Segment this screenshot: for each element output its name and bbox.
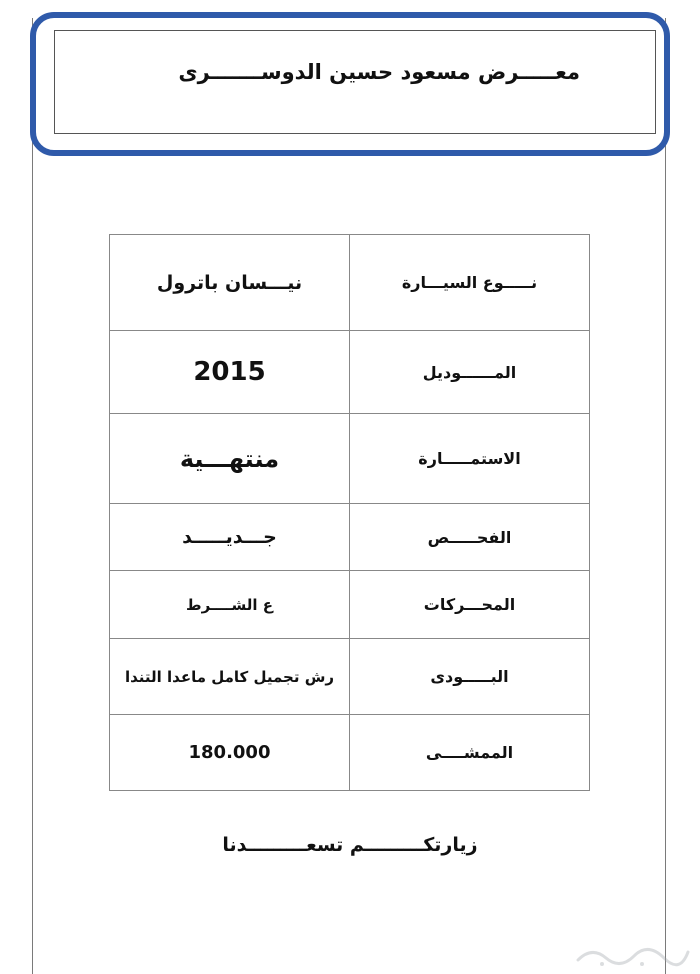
car-specs-table (109, 234, 590, 791)
value-body: رش تجميل كامل ماعدا التندا (110, 639, 350, 715)
table-row (110, 504, 590, 571)
label-engines: المحـــركات (350, 571, 590, 639)
showroom-title: معـــــرض مسعود حسين الدوســـــــرى (178, 60, 580, 84)
value-model: 2015 (110, 331, 350, 414)
label-mileage: الممشــــى (350, 715, 590, 791)
table-row (110, 715, 590, 791)
site-watermark-logo (572, 942, 692, 968)
label-car-type: نـــــوع السيـــارة (350, 235, 590, 331)
value-engines: ع الشــــرط (110, 571, 350, 639)
table-row (110, 235, 590, 331)
value-inspection: جـــديـــــد (110, 504, 350, 571)
value-registration: منتهـــية (110, 414, 350, 504)
label-inspection: الفحـــــص (350, 504, 590, 571)
value-car-type: نيـــسان باترول (110, 235, 350, 331)
value-mileage: 180.000 (110, 715, 350, 791)
label-body: البـــــودى (350, 639, 590, 715)
closing-message: زيارتكـــــــــم تسعـــــــــدنا (222, 834, 478, 856)
table-row (110, 571, 590, 639)
table-row (110, 639, 590, 715)
label-model: المــــــوديل (350, 331, 590, 414)
table-row (110, 331, 590, 414)
table-row (110, 414, 590, 504)
label-registration: الاستمـــــارة (350, 414, 590, 504)
